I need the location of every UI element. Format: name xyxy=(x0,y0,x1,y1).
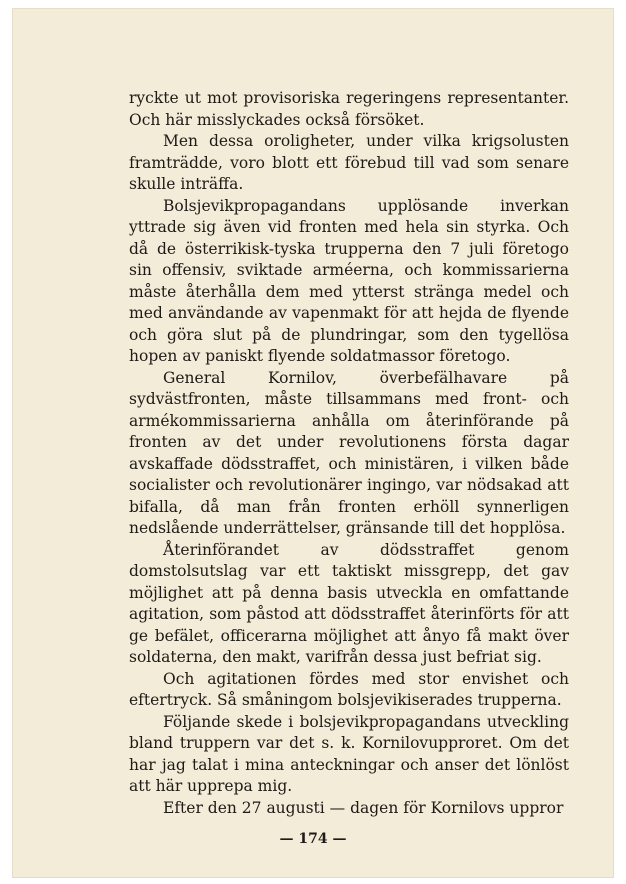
paragraph-4: General Kornilov, överbefälhavare på sydvästfronten, måste tillsammans med front- och armékommissarierna anhålla om återinförande på fronten av det under revolutionens första dagar avskaffade dödsstraffet, och ministären, i vilken både socialister och revolutionärer ingingo, var nödsakad att bifalla, då man från fronten erhöll synnerligen nedslående underrättelser, gränsande till det hopplösa. xyxy=(129,368,569,537)
paragraph-8: Efter den 27 augusti — dagen för Kornilovs uppror xyxy=(163,798,564,817)
paragraph-6: Och agitationen fördes med stor envishet och eftertryck. Så småningom bolsjevikiserades trupperna. xyxy=(129,669,569,709)
book-page xyxy=(12,8,614,878)
paragraph-5: Återinförandet av dödsstraffet genom domstolsutslag var ett taktiskt missgrepp, det gav möjlighet att på denna basis utveckla en omfattande agitation, som påstod att dödsstraffet återinförts för att ge befälet, officerarna möjlighet att ånyo få makt över soldaterna, den makt, varifrån dessa just befriat sig. xyxy=(129,540,569,666)
paragraph-1: ryckte ut mot provisoriska regeringens representanter. Och här misslyckades också försöket. xyxy=(129,89,569,129)
paragraph-3: Bolsjevikpropagandans upplösande inverkan yttrade sig även vid fronten med hela sin styrka. Och då de österrikisk-tyska trupperna den 7 juli företogo sin offensiv, sviktade arméerna, och kommissarierna måste återhålla dem med ytterst stränga medel och med användande av vapenmakt för att hejda de flyende och göra slut på de plundringar, som den tygellösa hopen av paniskt flyende soldatmassor företogo. xyxy=(129,196,569,365)
page-number: — 174 — xyxy=(279,831,347,847)
body-text xyxy=(129,88,569,819)
paragraph-2: Men dessa oroligheter, under vilka krigsolusten framträdde, voro blott ett förebud till vad som senare skulle inträffa. xyxy=(129,132,569,193)
paragraph-7: Följande skede i bolsjevikpropagandans utveckling bland truppern var det s. k. Kornilovupproret. Om det har jag talat i mina anteckningar och anser det lönlöst att här upprepa mig. xyxy=(129,712,569,795)
